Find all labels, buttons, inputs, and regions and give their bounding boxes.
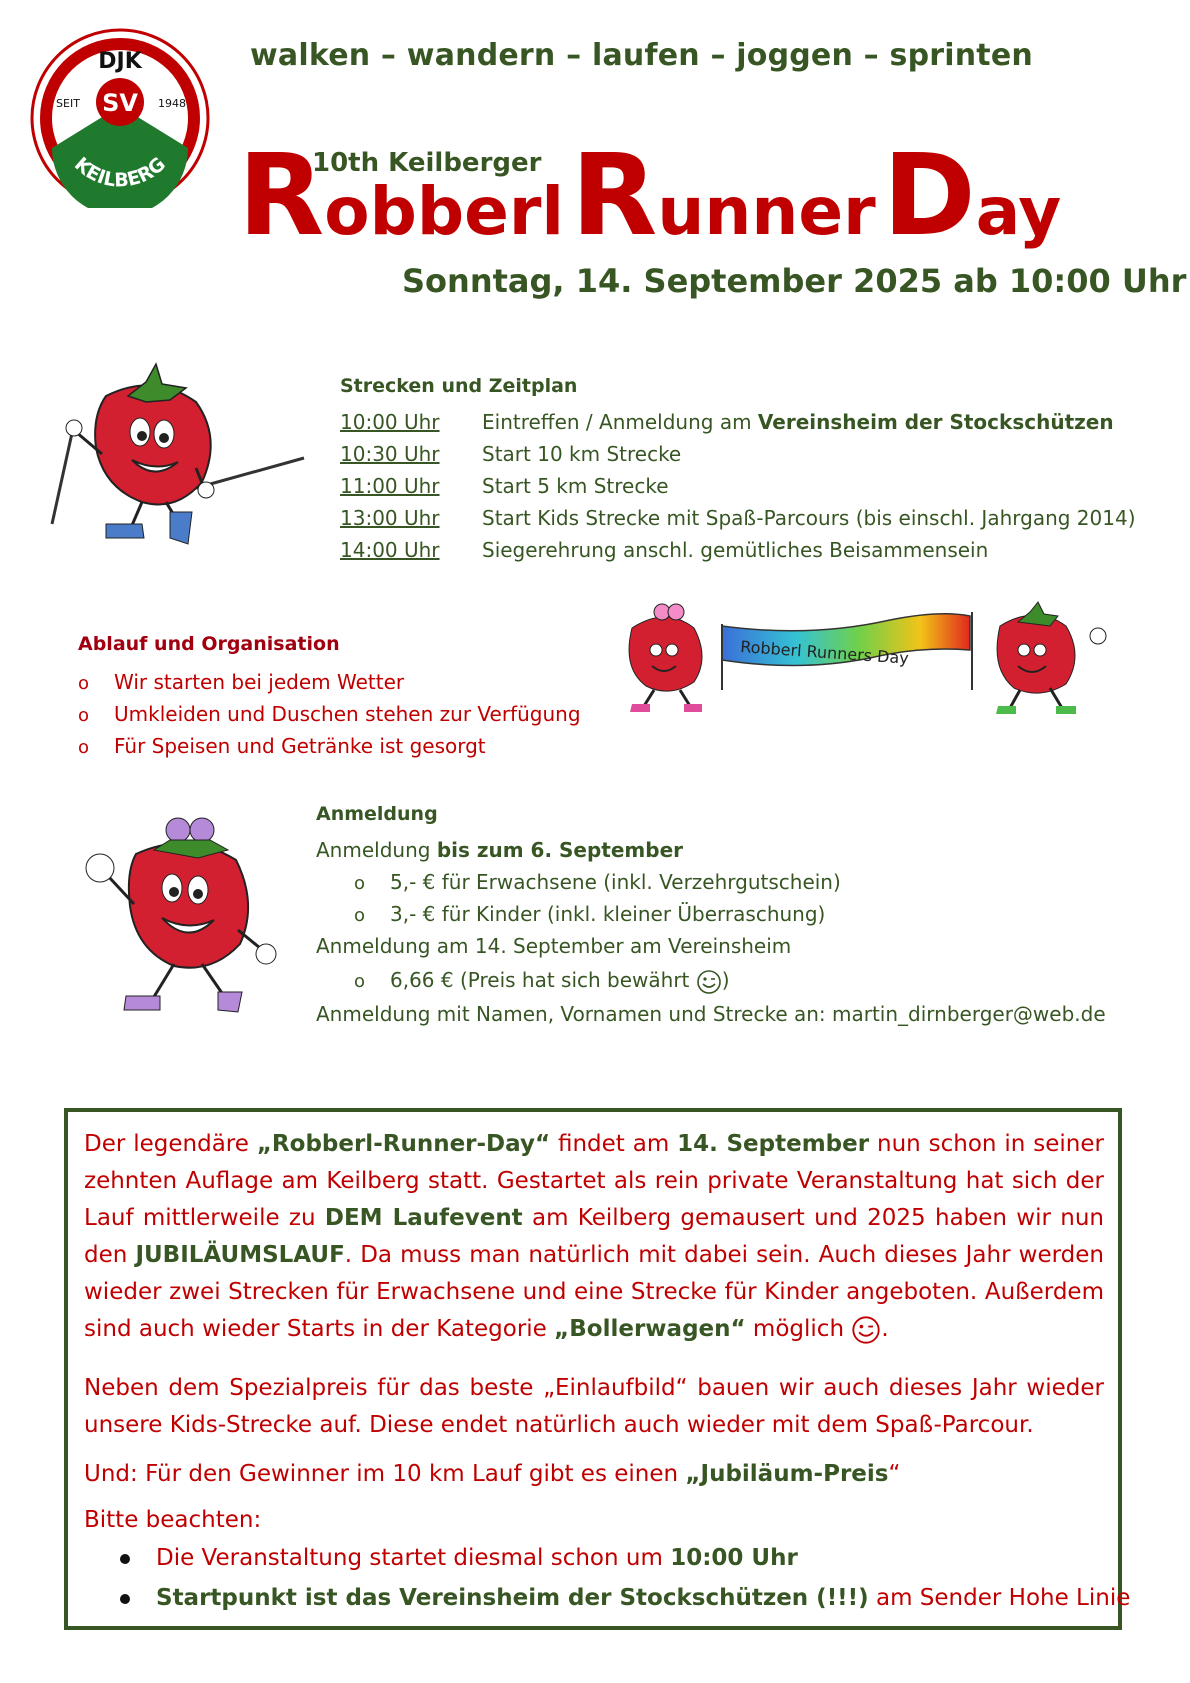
- registration-kid-fee: o 3,- € für Kinder (inkl. kleiner Überraschung): [354, 902, 826, 926]
- banner-text: Robberl Runners Day: [739, 637, 910, 668]
- event-title: [238, 131, 1062, 261]
- title-d-rest: ay: [975, 173, 1062, 250]
- info-note-2: Startpunkt ist das Vereinsheim der Stockschützen (!!!) am Sender Hohe Linie: [120, 1580, 1100, 1617]
- title-d-cap: D: [882, 131, 976, 261]
- schedule-text-3: Start 5 km Strecke: [482, 474, 669, 498]
- strawberries-banner-illustration: [610, 598, 1120, 726]
- title-r2-cap: R: [571, 131, 658, 261]
- logo-year: 1948: [158, 97, 186, 110]
- schedule-time-5: 14:00 Uhr: [340, 538, 440, 562]
- info-paragraph-4: Bitte beachten:: [84, 1507, 262, 1533]
- registration-adult-fee: o 5,- € für Erwachsene (inkl. Verzehrgutschein): [354, 870, 841, 894]
- logo-djk: DJK: [98, 49, 142, 74]
- event-date: Sonntag, 14. September 2025 ab 10:00 Uhr: [402, 262, 1187, 300]
- logo-seit: SEIT: [56, 97, 80, 110]
- title-r1-rest: obberl: [324, 173, 565, 250]
- motto: walken – wandern – laufen – joggen – sprinten: [250, 38, 1033, 73]
- title-r2-rest: unner: [657, 173, 876, 250]
- registration-heading: Anmeldung: [316, 803, 438, 825]
- info-paragraph-3: Und: Für den Gewinner im 10 km Lauf gibt es einen „Jubiläum-Preis“: [84, 1461, 901, 1487]
- schedule-heading: Strecken und Zeitplan: [340, 375, 578, 397]
- info-paragraph-2: Neben dem Spezialpreis für das beste „Einlaufbild“ bauen wir auch dieses Jahr wieder unsere Kids-Strecke auf. Diese endet natürlich auch wieder mit dem Spaß-Parcour.: [84, 1375, 1104, 1438]
- strawberry-runner-illustration: [46, 362, 310, 562]
- wink-smiley-icon: [851, 1315, 881, 1345]
- schedule-text-2: Start 10 km Strecke: [482, 442, 682, 466]
- registration-contact: Anmeldung mit Namen, Vornamen und Strecke an: martin_dirnberger@web.de: [316, 1002, 1106, 1026]
- registration-day-fee: o 6,66 € (Preis hat sich bewährt ): [354, 968, 730, 995]
- registration-early: Anmeldung bis zum 6. September: [316, 838, 684, 862]
- title-edition: 10th Keilberger: [312, 148, 542, 178]
- organisation-item-1: o Wir starten bei jedem Wetter: [78, 670, 405, 694]
- strawberry-cheering-illustration: [78, 814, 298, 1024]
- title-r1-cap: R: [238, 131, 325, 261]
- schedule-text-5: Siegerehrung anschl. gemütliches Beisammensein: [482, 538, 989, 562]
- schedule-time-1: 10:00 Uhr: [340, 410, 440, 434]
- registration-day-of: Anmeldung am 14. September am Vereinsheim: [316, 934, 792, 958]
- organisation-item-3: o Für Speisen und Getränke ist gesorgt: [78, 734, 486, 758]
- organisation-item-2: o Umkleiden und Duschen stehen zur Verfügung: [78, 702, 581, 726]
- schedule-text-4: Start Kids Strecke mit Spaß-Parcours (bis einschl. Jahrgang 2014): [482, 506, 1136, 530]
- organisation-heading: Ablauf und Organisation: [78, 633, 340, 655]
- info-note-1: Die Veranstaltung startet diesmal schon um 10:00 Uhr: [120, 1540, 1100, 1577]
- club-logo: [30, 28, 210, 208]
- schedule-time-3: 11:00 Uhr: [340, 474, 440, 498]
- wink-smiley-icon: [696, 969, 722, 995]
- schedule-time-2: 10:30 Uhr: [340, 442, 440, 466]
- logo-keilberg: KEILBERG: [70, 153, 170, 192]
- schedule-time-4: 13:00 Uhr: [340, 506, 440, 530]
- info-paragraph-1: Der legendäre „Robberl-Runner-Day“ findet am 14. September nun schon in seiner zehnten Auflage am Keilberg statt. Gestartet als rein private Veranstaltung hat sich der Lauf mittlerweile zu DEM Laufevent am Keilberg gemausert und 2025 haben wir nun den JUBILÄUMSLAUF. Da muss man natürlich mit dabei sein. Auch dieses Jahr werden wieder zwei Strecken für Erwachsene und eine Strecke für Kinder angeboten. Außerdem sind auch wieder Starts in der Kategorie „Bollerwagen“ möglich .: [84, 1126, 1104, 1348]
- logo-sv: SV: [102, 89, 138, 117]
- schedule-text-1: Eintreffen / Anmeldung am Vereinsheim der Stockschützen: [482, 410, 1114, 434]
